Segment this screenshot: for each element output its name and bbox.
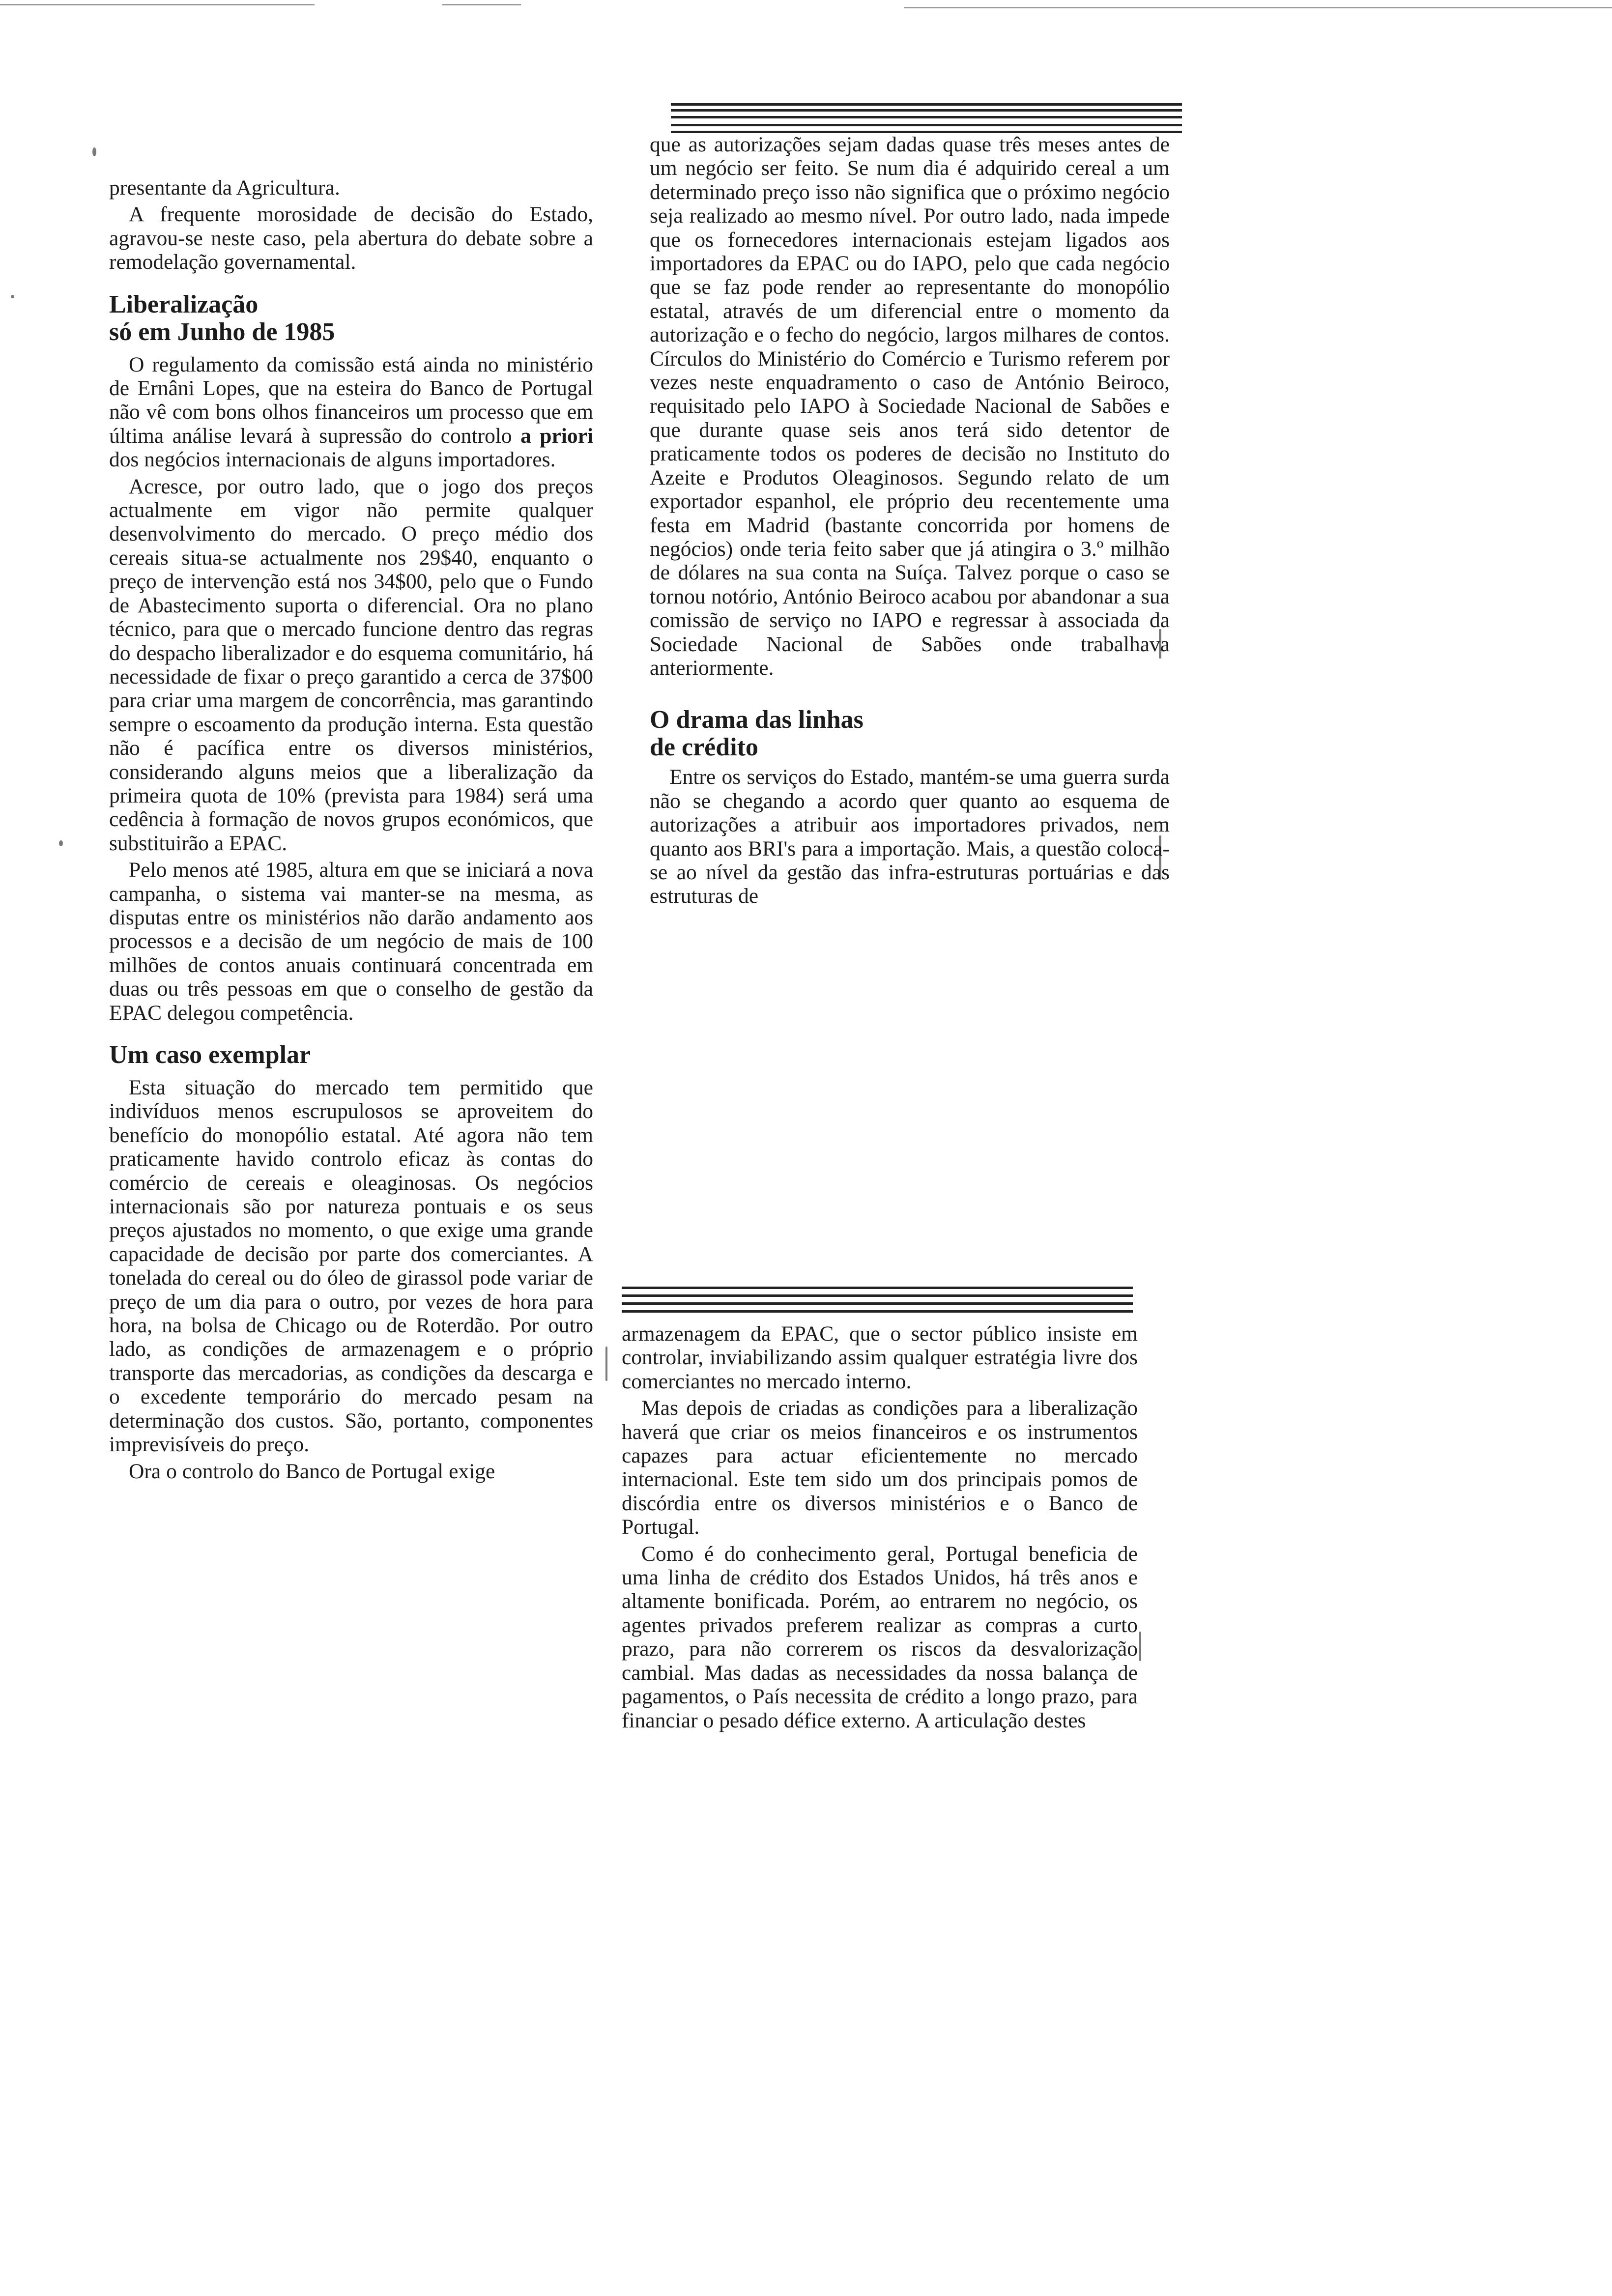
heading-line: de crédito [650, 733, 758, 762]
column-rule-middle [622, 1287, 1133, 1289]
scan-speck [605, 1347, 607, 1381]
scan-edge-line [904, 7, 1612, 8]
right-column-top [650, 133, 1170, 910]
paragraph: Pelo menos até 1985, altura em que se iniciará a nova campanha, o sistema vai manter-se na mesma, as disputas entre os ministérios não darão andamento aos processos e a decisão de um negócio de mais de 100 milhões de contos anuais continuará concentrada em duas ou três pessoas em que o conselho de gestão da EPAC delegou competência. [109, 858, 593, 1025]
right-column-bottom [622, 1322, 1138, 1735]
paragraph: que as autorizações sejam dadas quase três meses antes de um negócio ser feito. Se num dia é adquirido cereal a um determinado preço isso não significa que o próximo negócio seja realizado ao mesmo nível. Por outro lado, nada impede que os fornecedores internacionais estejam ligados aos importadores da EPAC ou do IAPO, pelo que cada negócio que se faz pode render ao representante do monopólio estatal, através de um diferencial entre o momento da autorização e o fecho do negócio, largos milhares de contos. Círculos do Ministério do Comércio e Turismo referem por vezes neste enquadramento o caso de António Beiroco, requisitado pelo IAPO à Sociedade Nacional de Sabões e que durante quase seis anos terá sido detentor de praticamente todos os poderes de decisão no Instituto do Azeite e Produtos Oleaginosos. Segundo relato de um exportador espanhol, ele próprio deu recentemente uma festa em Madrid (bastante concorrida por homens de negócios) onde teria feito saber que já atingira o 3.º milhão de dólares na sua conta na Suíça. Talvez porque o caso se tornou notório, António Beiroco acabou por abandonar a sua comissão de serviço no IAPO e regressar à associada da Sociedade Nacional de Sabões onde trabalhava anteriormente. [650, 133, 1170, 680]
scan-speck [11, 295, 14, 298]
paragraph: Ora o controlo do Banco de Portugal exige [129, 1459, 495, 1483]
heading-line: Um caso exemplar [109, 1041, 311, 1069]
paragraph: A frequente morosidade de decisão do Estado, agravou-se neste caso, pela abertura do debate sobre a remodelação governamental. [109, 202, 593, 274]
column-rule-middle [622, 1302, 1133, 1305]
paragraph: Acresce, por outro lado, que o jogo dos preços actualmente em vigor não permite qualquer desenvolvimento do mercado. O preço médio dos cereais situa-se actualmente nos 29$40, enquanto o preço de intervenção está nos 34$00, pelo que o Fundo de Abastecimento suporta o diferencial. Ora no plano técnico, para que o mercado funcione dentro das regras do despacho liberalizador e do esquema comunitário, há necessidade de fixar o preço garantido a cerca de 37$00 para criar uma margem de concorrência, mas garantindo sempre o escoamento da produção interna. Esta questão não é pacífica entre os diversos ministérios, considerando alguns meios que a liberalização da primeira quota de 10% (prevista para 1984) será uma cedência à formação de novos grupos económicos, que substituirão a EPAC. [109, 474, 593, 855]
column-rule-top [671, 109, 1182, 112]
paragraph: Entre os serviços do Estado, mantém-se uma guerra surda não se chegando a acordo quer quanto ao esquema de autorizações a atribuir aos importadores privados, nem quanto aos BRI's para a importação. Mais, a questão coloca-se ao nível da gestão das infra-estruturas portuárias e das estruturas de [650, 765, 1170, 908]
heading-line: só em Junho de 1985 [109, 317, 335, 346]
heading-line: Liberalização [109, 290, 259, 318]
paragraph [109, 353, 593, 472]
scan-speck [1139, 1632, 1141, 1661]
paragraph: Mas depois de criadas as condições para a liberalização haverá que criar os meios financeiros e os instrumentos capazes para actuar eficientemente no mercado internacional. Este tem sido um dos principais pomos de discórdia entre os diversos ministérios e o Banco de Portugal. [622, 1396, 1138, 1539]
column-rule-middle [622, 1310, 1133, 1313]
paragraph: presentante da Agricultura. [109, 176, 340, 200]
column-rule-top [671, 103, 1182, 106]
section-heading [650, 706, 1170, 761]
scan-speck [92, 147, 96, 156]
column-rule-middle [622, 1294, 1133, 1297]
heading-line: O drama das linhas [650, 706, 864, 734]
scan-speck [59, 840, 63, 846]
column-rule-top [671, 124, 1182, 126]
scan-edge-line [442, 4, 521, 5]
column-rule-top [671, 116, 1182, 118]
paragraph-text: dos negócios internacionais de alguns importadores. [109, 448, 556, 472]
section-heading [109, 1041, 593, 1069]
paragraph: armazenagem da EPAC, que o sector público insiste em controlar, inviabilizando assim qualquer estratégia livre dos comerciantes no mercado interno. [622, 1322, 1138, 1393]
section-heading [109, 291, 593, 346]
paragraph: Esta situação do mercado tem permitido que indivíduos menos escrupulosos se aproveitem do benefício do monopólio estatal. Até agora não tem praticamente havido controlo eficaz às contas do comércio de cereais e oleaginosas. Os negócios internacionais são por natureza pontuais e os seus preços ajustados no momento, o que exige uma grande capacidade de decisão por parte dos comerciantes. A tonelada do cereal ou do óleo de girassol pode variar de preço de um dia para o outro, por vezes de hora para hora, na bolsa de Chicago ou de Roterdão. Por outro lado, as condições de armazenagem e o próprio transporte das mercadorias, as condições da descarga e o excedente temporário do mercado pesam na determinação dos custos. São, portanto, componentes imprevisíveis do preço. [109, 1076, 593, 1457]
paragraph: Como é do conhecimento geral, Portugal beneficia de uma linha de crédito dos Estados Unidos, há três anos e altamente bonificada. Porém, ao entrarem no negócio, os agentes privados preferem realizar as compras a curto prazo, para não correrem os riscos da desvalorização cambial. Mas dadas as necessidades da nossa balança de pagamentos, o País necessita de crédito a longo prazo, para financiar o pesado défice externo. A articulação destes [622, 1542, 1138, 1732]
emphasis-text: a priori [520, 424, 594, 448]
scan-edge-line [0, 4, 315, 5]
paragraph-text: O regulamento da comissão está ainda no ministério de Ernâni Lopes, que na esteira do Banco de Portugal não vê com bons olhos financeiros um processo que em última análise levará à supressão do controlo [109, 352, 593, 448]
left-column [109, 176, 593, 1486]
